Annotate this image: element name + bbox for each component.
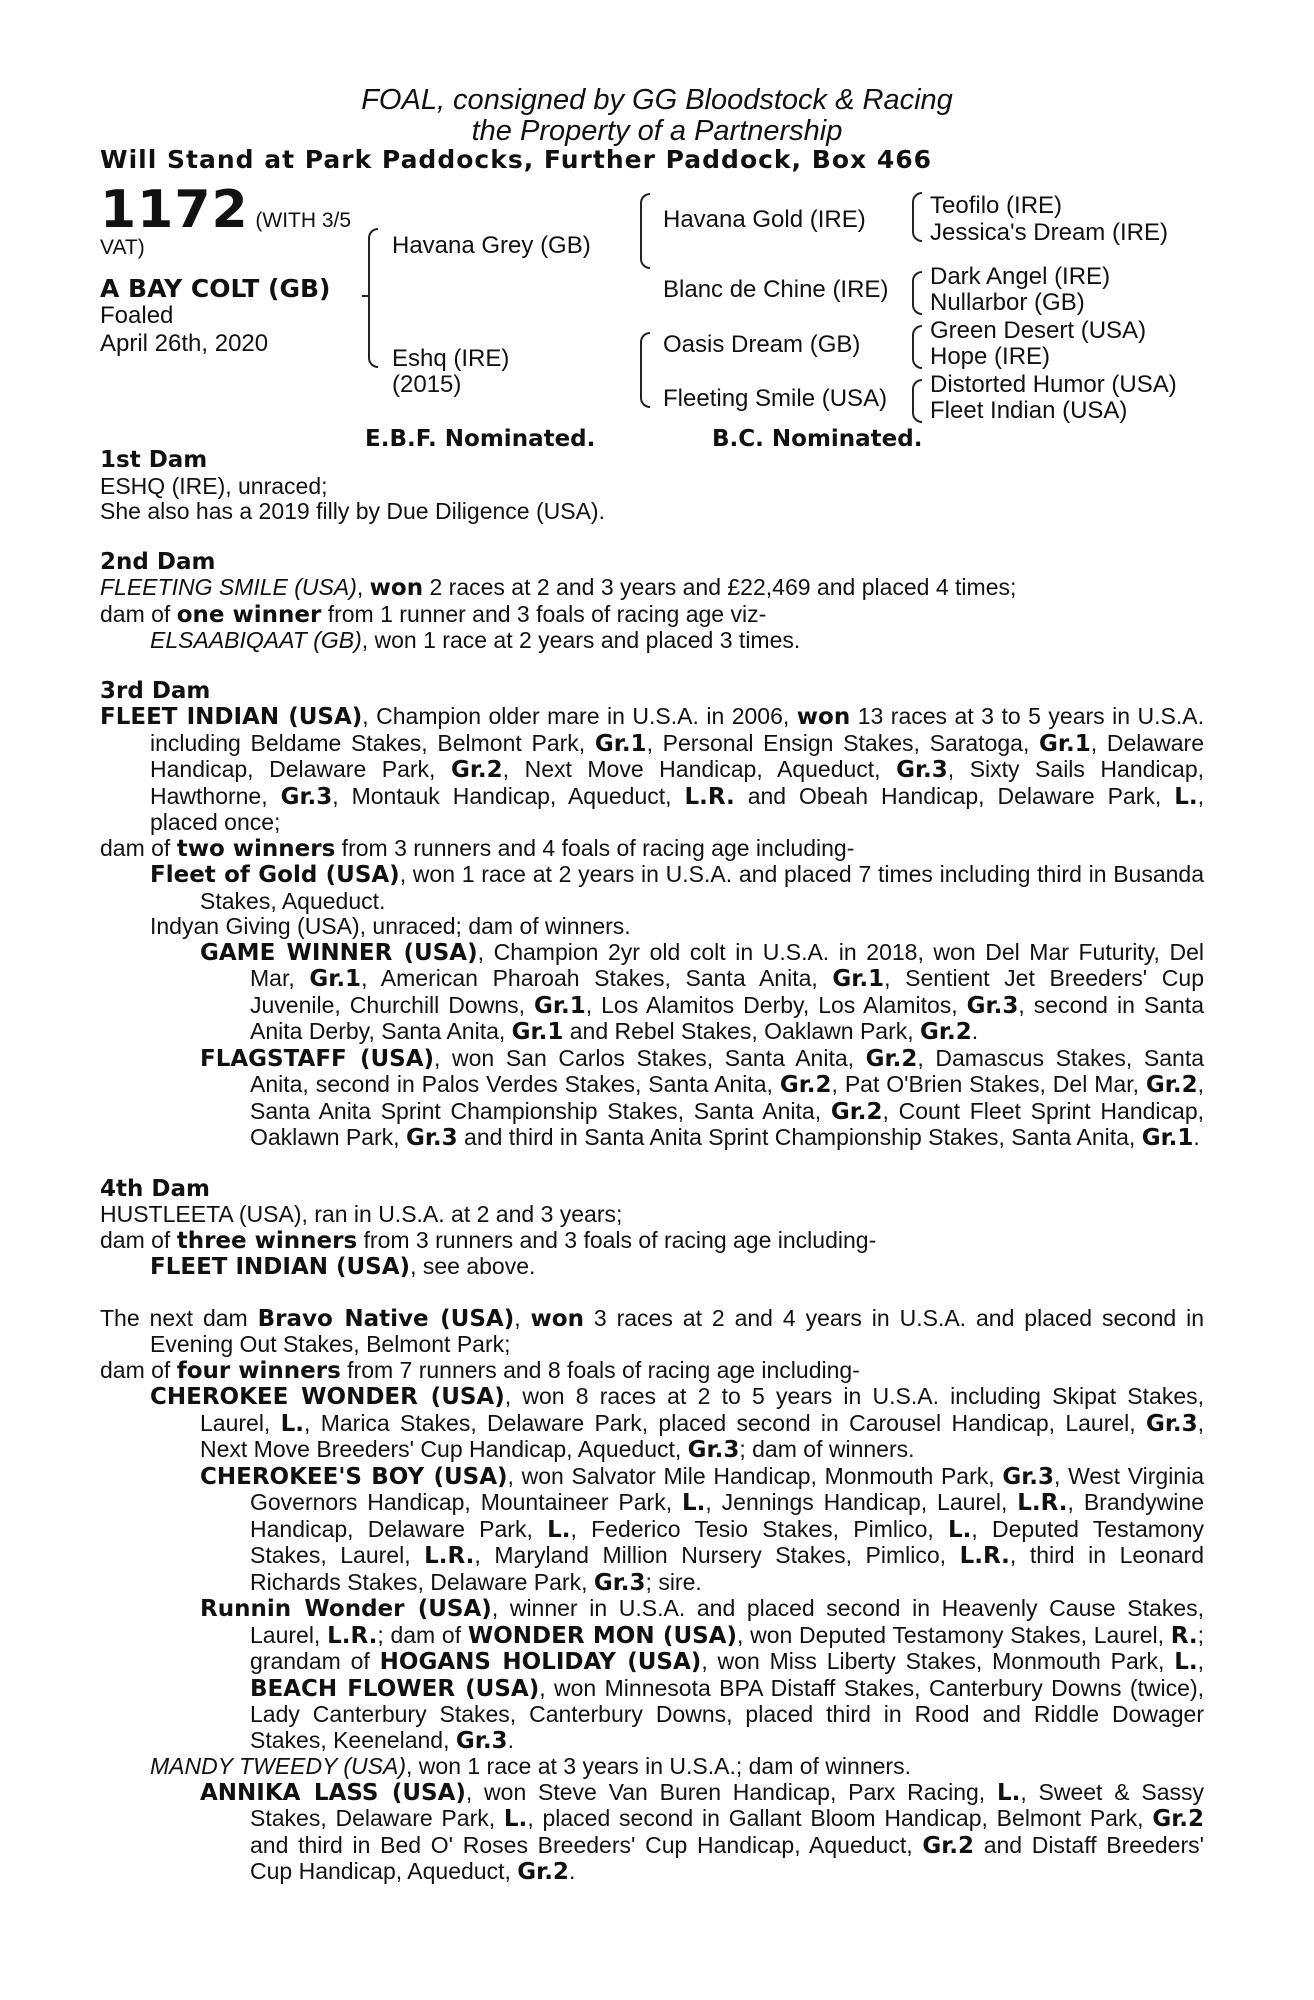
text: and Rebel Stakes, Oaklawn Park,	[563, 1018, 921, 1044]
first-dam-line: She also has a 2019 filly by Due Diligence (USA).	[100, 498, 605, 524]
pedigree-dam: Eshq (IRE)	[392, 345, 510, 372]
text: , Sentient Jet Breeders' Cup Juvenile, Churchill Downs,	[250, 965, 1205, 1018]
text: .	[507, 1726, 514, 1753]
text: from 1 runner and 3 foals of racing age viz-	[321, 600, 767, 627]
spacer	[100, 1281, 1204, 1306]
text: , Sweet & Sassy Stakes, Delaware Park,	[250, 1778, 1204, 1831]
progeny-entry	[100, 1780, 1204, 1886]
text: , won Steve Van Buren Handicap, Parx Racing,	[465, 1778, 997, 1805]
third-dam-entry	[100, 704, 1204, 836]
grade: Gr.3	[1002, 1463, 1054, 1490]
foaled-label: Foaled	[100, 302, 174, 329]
section-heading: 1st Dam	[100, 447, 208, 473]
grade: L.	[682, 1490, 706, 1516]
horse-name: Bravo Native (USA)	[257, 1305, 515, 1332]
text: ; dam of	[377, 1621, 468, 1648]
text: , Damascus Stakes, Santa Anita, second in Palos Verdes Stakes, Santa Anita,	[250, 1044, 1205, 1097]
lot-title: A BAY COLT (GB)	[100, 274, 331, 303]
text: , third in Leonard Richards Stakes, Delaware Park,	[250, 1542, 1205, 1595]
pedigree-sdd: Nullarbor (GB)	[930, 289, 1085, 316]
horse-name: FLEET INDIAN (USA)	[150, 1254, 411, 1280]
text: , American Pharoah Stakes, Santa Anita,	[361, 965, 833, 991]
grade: Gr.1	[1039, 730, 1091, 757]
grade: Gr.2	[922, 1832, 975, 1859]
property-line: the Property of a Partnership	[471, 115, 843, 147]
grade: L.	[996, 1779, 1021, 1806]
winners-count: three winners	[176, 1227, 358, 1254]
grade: Gr.3	[455, 1727, 508, 1754]
text: , Maryland Million Nursery Stakes, Pimlico,	[474, 1542, 960, 1568]
brace	[640, 193, 650, 269]
section-heading: 4th Dam	[100, 1175, 210, 1202]
grade: R.	[1170, 1622, 1198, 1649]
lot-number: 1172	[100, 180, 249, 240]
text: and third in Bed O' Roses Breeders' Cup Handicap, Aqueduct,	[250, 1831, 923, 1858]
text: , won Deputed Testamony Stakes, Laurel,	[737, 1621, 1171, 1648]
horse-name: CHEROKEE WONDER (USA)	[150, 1384, 505, 1410]
text: , won 8 races at 2 to 5 years in U.S.A. including Skipat Stakes, Laurel,	[200, 1383, 1204, 1436]
text: , Montauk Handicap, Aqueduct,	[332, 782, 685, 809]
text: , Champion 2yr old colt in U.S.A. in 2018, won Del Mar Futurity, Del Mar,	[250, 938, 1204, 991]
text: , Brandywine Handicap, Delaware Park,	[250, 1489, 1204, 1542]
progeny-entry	[100, 1046, 1204, 1152]
section-heading: 3rd Dam	[100, 677, 211, 704]
text: ; grandam of	[250, 1621, 1205, 1674]
grade: Gr.1	[832, 966, 885, 992]
brace	[912, 271, 922, 315]
horse-name: Fleet of Gold (USA)	[150, 862, 400, 888]
text: 13 races at 3 to 5 years in U.S.A. including Beldame Stakes, Belmont Park,	[150, 703, 1204, 756]
grade: Gr.1	[594, 730, 647, 757]
grade: L.	[1174, 783, 1198, 810]
text: .	[1193, 1124, 1200, 1150]
pedigree-dam-sire: Oasis Dream (GB)	[663, 331, 861, 358]
fourth-dam-line: HUSTLEETA (USA), ran in U.S.A. at 2 and 3 years;	[100, 1201, 623, 1227]
won-word: won	[369, 575, 424, 601]
progeny-entry	[100, 1254, 1204, 1281]
text: , winner in U.S.A. and placed second in Heavenly Cause Stakes, Laurel,	[250, 1595, 1204, 1648]
first-dam-line: ESHQ (IRE), unraced;	[100, 472, 328, 499]
text: , see above.	[410, 1253, 536, 1279]
text: ; dam of winners.	[739, 1436, 915, 1462]
pedigree-sds: Dark Angel (IRE)	[930, 263, 1111, 290]
lot-number-block	[100, 180, 351, 240]
lot-vat-cont: VAT)	[100, 236, 145, 259]
text: from 7 runners and 8 foals of racing age including-	[340, 1356, 860, 1383]
text: and Obeah Handicap, Delaware Park,	[734, 782, 1175, 809]
grade: Gr.3	[966, 992, 1019, 1019]
bc-nominated: B.C. Nominated.	[712, 426, 923, 452]
horse-name: Runnin Wonder (USA)	[200, 1596, 492, 1622]
text: ,	[514, 1304, 531, 1331]
progeny-entry	[100, 1384, 1204, 1464]
text: and Distaff Breeders' Cup Handicap, Aqueduct,	[250, 1831, 1205, 1884]
text: , won 1 race at 2 years in U.S.A. and placed 7 times including third in Busanda Stakes, Aqueduct.	[200, 861, 1204, 914]
progeny-line	[100, 628, 1204, 654]
second-dam-line	[100, 575, 1204, 602]
grade: Gr.3	[896, 757, 948, 783]
won-word: won	[796, 704, 851, 730]
grade: Gr.3	[280, 783, 333, 810]
text: , Champion older mare in U.S.A. in 2006,	[362, 703, 797, 729]
text: , won 1 race at 2 years and placed 3 times.	[361, 627, 801, 653]
horse-name: ANNIKA LASS (USA)	[200, 1779, 466, 1806]
grade: Gr.2	[450, 757, 503, 783]
text: from 3 runners and 3 foals of racing age including-	[357, 1226, 877, 1253]
grade: Gr.3	[593, 1569, 646, 1596]
text: and third in Santa Anita Sprint Championship Stakes, Santa Anita,	[457, 1124, 1142, 1150]
text: dam of	[100, 1356, 177, 1383]
pedigree-sire: Havana Grey (GB)	[392, 232, 591, 259]
horse-name: FLEET INDIAN (USA)	[100, 704, 363, 730]
text: , Deputed Testamony Stakes, Laurel,	[250, 1515, 1204, 1568]
grade: Gr.1	[309, 966, 362, 992]
pedigree-sire-sire: Havana Gold (IRE)	[663, 206, 866, 233]
brace	[912, 192, 922, 242]
catalogue-body	[100, 448, 1204, 1886]
text: 2 races at 2 and 3 years and £22,469 and placed 4 times;	[423, 574, 1017, 600]
text: , Next Move Breeders' Cup Handicap, Aqueduct,	[200, 1409, 1205, 1462]
brace	[912, 379, 922, 423]
text: , won Salvator Mile Handicap, Monmouth Park,	[507, 1462, 1003, 1489]
dam-of-line	[100, 836, 1204, 863]
grade: L.R.	[959, 1543, 1010, 1569]
grade: L.	[547, 1516, 571, 1543]
grade: Gr.2	[1145, 1072, 1198, 1098]
grade: L.R.	[1017, 1490, 1068, 1516]
grade: Gr.2	[779, 1072, 832, 1098]
text: , West Virginia Governors Handicap, Mountaineer Park,	[250, 1462, 1205, 1515]
horse-name: HOGANS HOLIDAY (USA)	[379, 1649, 702, 1675]
text: , won 1 race at 3 years in U.S.A.; dam of winners.	[406, 1753, 911, 1779]
text: , Delaware Handicap, Delaware Park,	[150, 729, 1204, 782]
text: , Marica Stakes, Delaware Park, placed second in Carousel Handicap, Laurel,	[304, 1409, 1146, 1436]
text: dam of	[100, 1226, 177, 1253]
dam-of-line	[100, 1228, 1204, 1255]
grade: Gr.2	[920, 1019, 972, 1045]
horse-name: ELSAABIQAAT (GB)	[150, 627, 362, 653]
horse-name: CHEROKEE'S BOY (USA)	[200, 1463, 508, 1490]
text: , Next Move Handicap, Aqueduct,	[502, 756, 897, 782]
text: , Sixty Sails Handicap, Hawthorne,	[150, 756, 1204, 809]
sep: ,	[356, 574, 370, 600]
text: , placed once;	[150, 782, 1205, 835]
pedigree-sss: Teofilo (IRE)	[930, 192, 1063, 219]
grade: L.R.	[424, 1543, 475, 1569]
pedigree-ssd: Jessica's Dream (IRE)	[930, 219, 1168, 246]
progeny-entry	[100, 862, 1204, 914]
grade: Gr.1	[1141, 1125, 1194, 1151]
text: .	[568, 1858, 576, 1884]
stand-location: Will Stand at Park Paddocks, Further Paddock, Box 466	[100, 145, 933, 174]
pedigree-dds: Distorted Humor (USA)	[930, 371, 1177, 398]
text: , Personal Ensign Stakes, Saratoga,	[646, 729, 1040, 756]
won-word: won	[530, 1305, 584, 1332]
dam-of-line	[100, 1358, 1204, 1385]
horse-name: FLAGSTAFF (USA)	[200, 1045, 435, 1072]
section-heading: 2nd Dam	[100, 548, 216, 575]
text: dam of	[100, 600, 177, 627]
text: , Santa Anita Sprint Championship Stakes, Santa Anita,	[250, 1071, 1204, 1124]
grade: L.R.	[327, 1622, 378, 1649]
brace	[912, 325, 922, 369]
consignor-line: FOAL, consigned by GG Bloodstock & Racing	[361, 84, 953, 116]
text: , won Miss Liberty Stakes, Monmouth Park,	[701, 1648, 1175, 1674]
pedigree-dss: Green Desert (USA)	[930, 317, 1147, 344]
grade: Gr.1	[511, 1019, 564, 1045]
pedigree-dsd: Hope (IRE)	[930, 343, 1051, 370]
progeny-entry	[100, 1596, 1204, 1754]
text: , won San Carlos Stakes, Santa Anita,	[434, 1044, 866, 1071]
text: ; sire.	[645, 1568, 702, 1595]
text: , won Minnesota BPA Distaff Stakes, Canterbury Downs (twice), Lady Canterbury Stakes, Canterbury Downs, placed third in Rood and Riddle Dowager Stakes, Keeneland,	[250, 1674, 1204, 1753]
grade: L.	[947, 1516, 972, 1543]
grade: L.	[1174, 1649, 1198, 1675]
grade: Gr.3	[687, 1437, 740, 1463]
grade: L.	[280, 1410, 305, 1437]
winners-count: one winner	[176, 601, 322, 628]
dam-of-line	[100, 602, 1204, 629]
next-dam-entry	[100, 1306, 1204, 1358]
grade: Gr.3	[405, 1125, 458, 1151]
text: from 3 runners and 4 foals of racing age including-	[335, 834, 855, 861]
pedigree-dam-year: (2015)	[392, 371, 462, 398]
grade: L.R.	[684, 783, 735, 810]
text: ,	[1197, 1648, 1204, 1674]
brace	[640, 332, 650, 408]
text: , Los Alamitos Derby, Los Alamitos,	[585, 991, 967, 1018]
grade: Gr.2	[865, 1045, 918, 1072]
brace	[368, 228, 378, 368]
grade: Gr.1	[534, 992, 586, 1019]
grade: Gr.2	[1152, 1806, 1204, 1832]
pedigree-ddd: Fleet Indian (USA)	[930, 397, 1128, 424]
text: , Count Fleet Sprint Handicap, Oaklawn Park,	[250, 1097, 1204, 1150]
text: , second in Santa Anita Derby, Santa Anita,	[250, 991, 1204, 1044]
pedigree-dam-dam: Fleeting Smile (USA)	[663, 385, 888, 412]
progeny-entry	[100, 1754, 1204, 1780]
pedigree-sire-dam: Blanc de Chine (IRE)	[663, 276, 889, 303]
winners-count: two winners	[176, 835, 336, 862]
text: , Jennings Handicap, Laurel,	[705, 1489, 1018, 1515]
ebf-nominated: E.B.F. Nominated.	[365, 426, 596, 452]
horse-name: WONDER MON (USA)	[467, 1622, 737, 1649]
grade: Gr.2	[830, 1098, 883, 1125]
text: dam of	[100, 834, 177, 861]
progeny-entry: Indyan Giving (USA), unraced; dam of winners.	[150, 913, 631, 939]
horse-name: FLEETING SMILE (USA)	[100, 574, 357, 600]
lot-vat: (WITH 3/5	[255, 209, 352, 232]
grade: L.	[503, 1806, 528, 1832]
progeny-entry	[100, 1464, 1204, 1597]
text: .	[971, 1018, 979, 1044]
text: , Federico Tesio Stakes, Pimlico,	[570, 1515, 948, 1542]
brace-tip	[362, 295, 369, 297]
horse-name: MANDY TWEEDY (USA)	[150, 1753, 407, 1779]
winners-count: four winners	[176, 1357, 341, 1384]
text: , placed second in Gallant Bloom Handicap, Belmont Park,	[527, 1805, 1153, 1831]
grade: Gr.2	[517, 1859, 569, 1885]
horse-name: BEACH FLOWER (USA)	[250, 1675, 540, 1702]
progeny-entry	[100, 940, 1204, 1046]
grade: Gr.3	[1145, 1410, 1198, 1437]
foaled-date: April 26th, 2020	[100, 330, 269, 357]
horse-name: GAME WINNER (USA)	[200, 939, 478, 966]
text: The next dam	[100, 1304, 258, 1331]
text: 3 races at 2 and 4 years in U.S.A. and placed second in Evening Out Stakes, Belmont Park;	[150, 1304, 1204, 1357]
text: , Pat O'Brien Stakes, Del Mar,	[831, 1071, 1146, 1097]
